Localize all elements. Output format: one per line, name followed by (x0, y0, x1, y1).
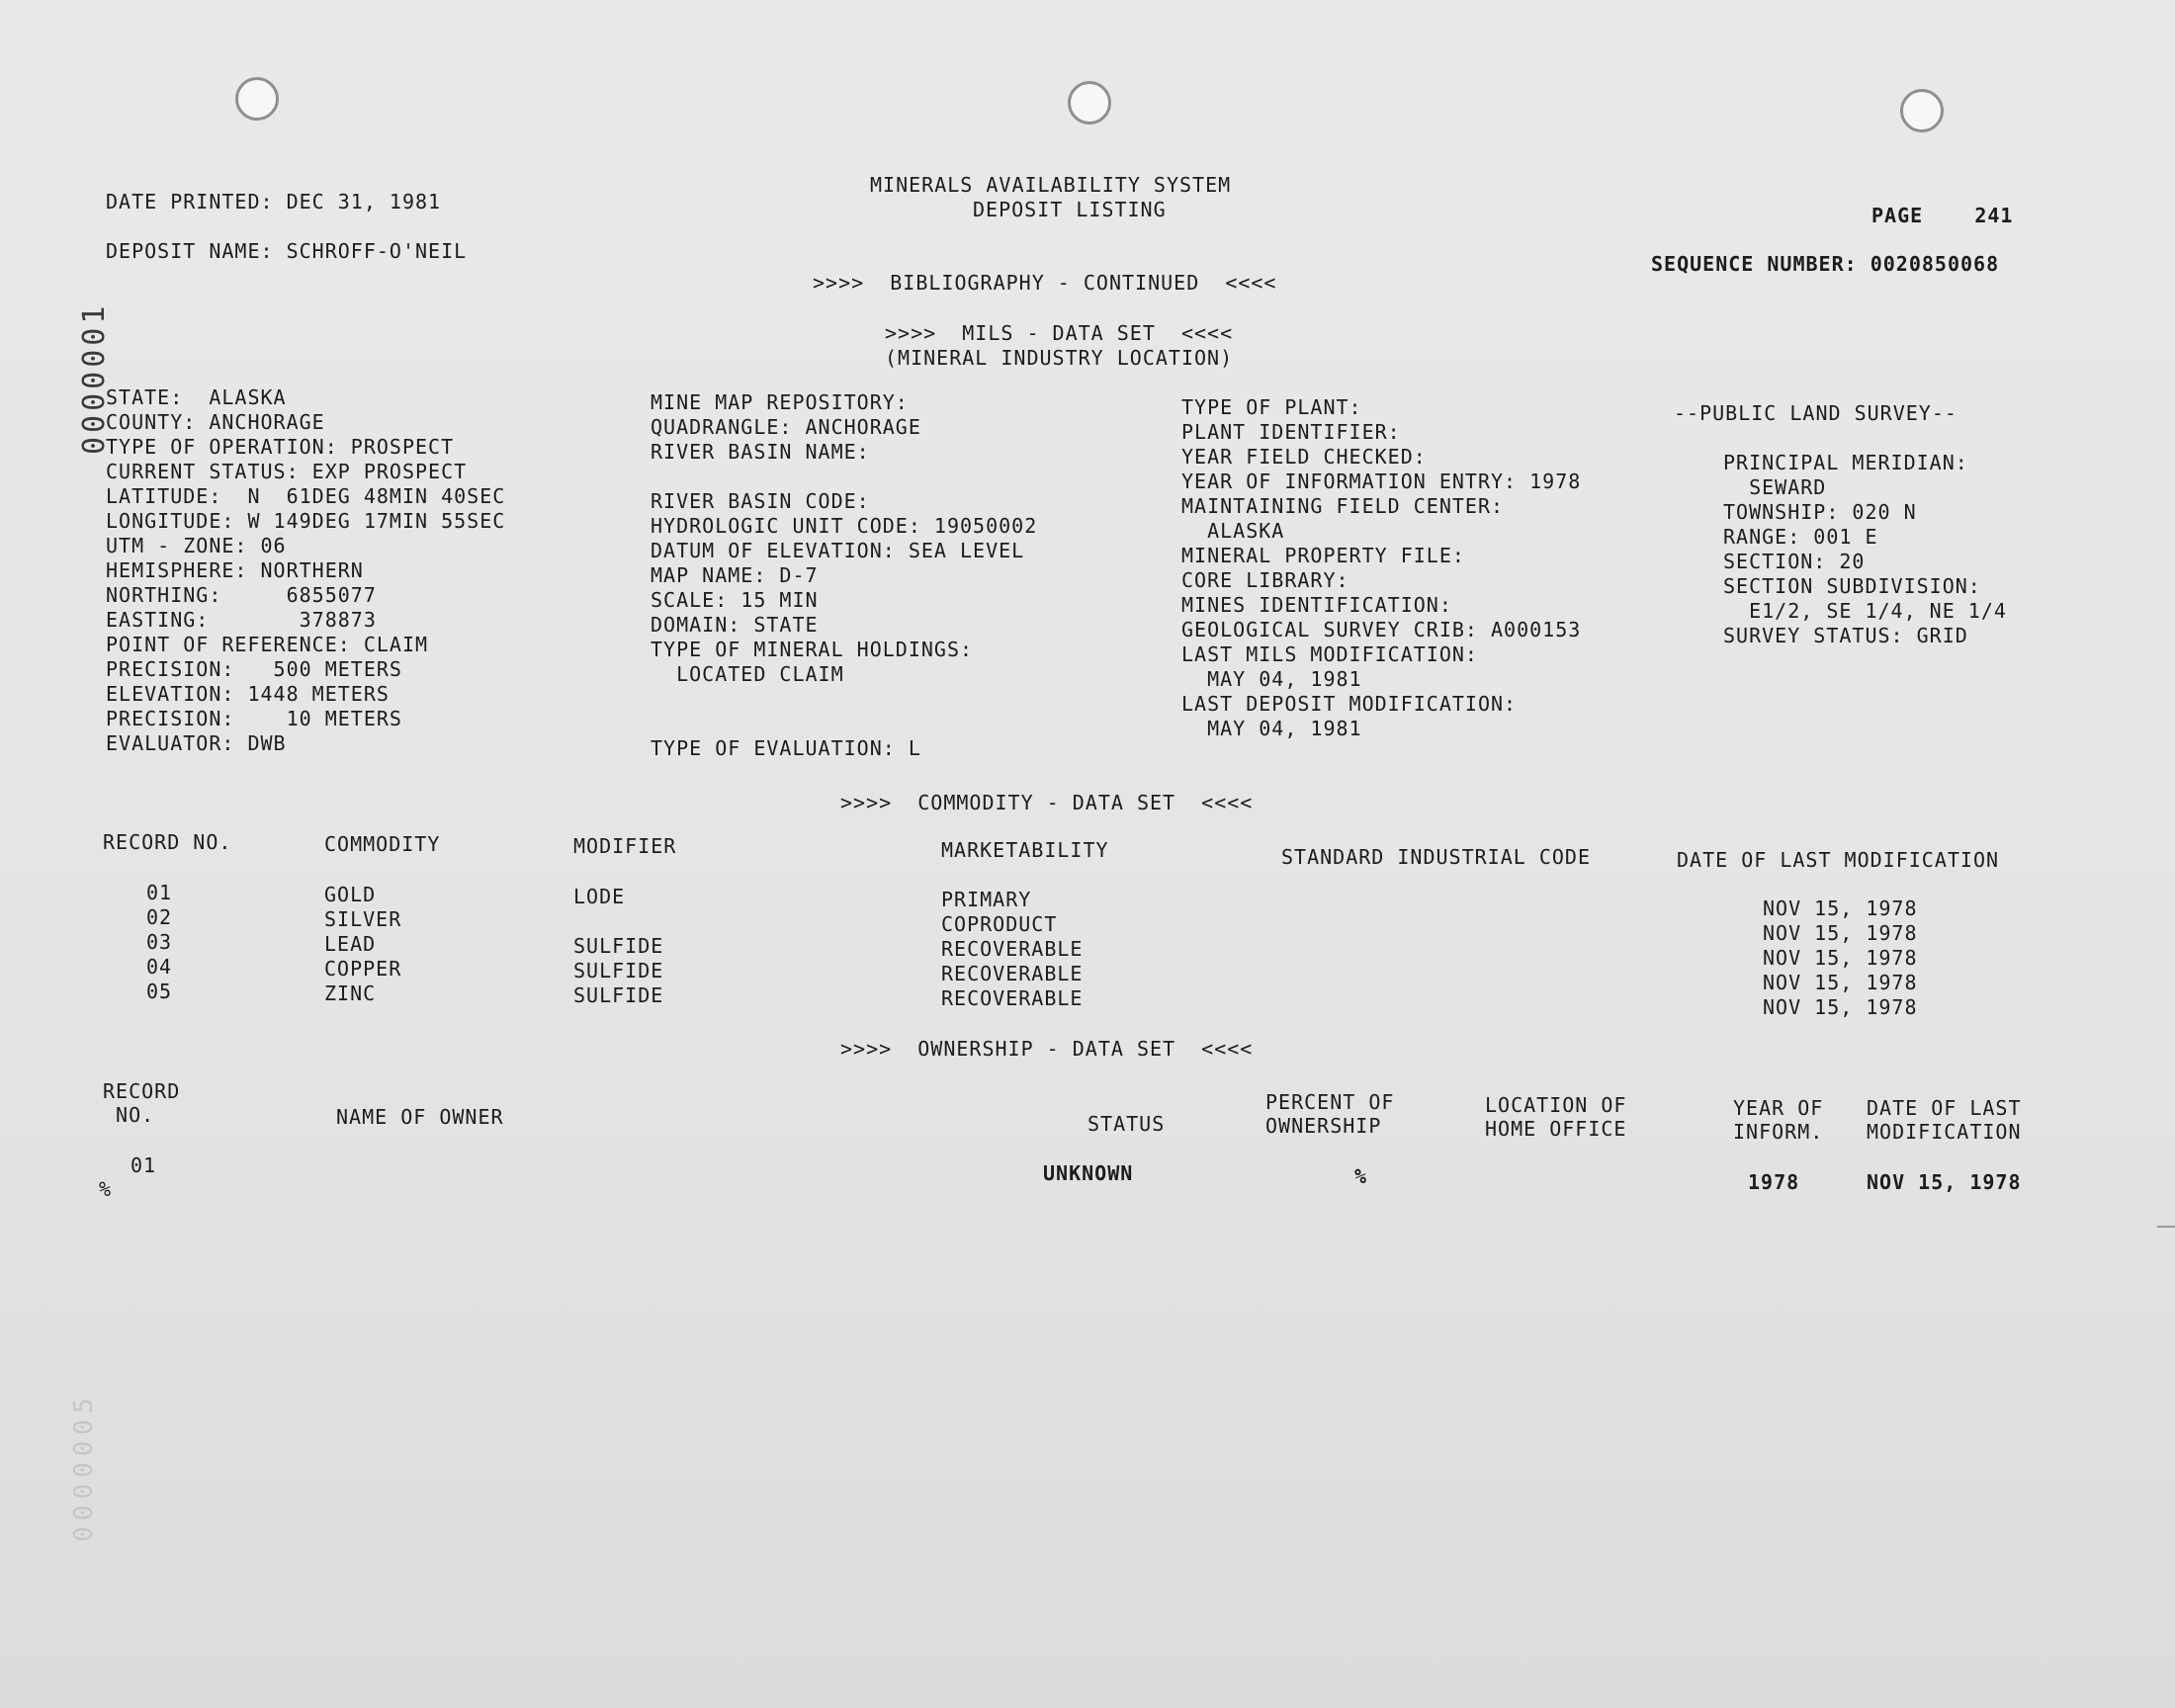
field-survey-status: SURVEY STATUS: GRID (1723, 624, 1968, 647)
commodity-record: 05 (146, 980, 173, 1003)
field-last-mils-modification-date: MAY 04, 1981 (1181, 667, 1362, 691)
commodity-record: 02 (146, 905, 173, 929)
ownership-header-percent-2: OWNERSHIP (1265, 1114, 1382, 1138)
punch-hole-right (1900, 89, 1944, 132)
field-easting: EASTING: 378873 (106, 608, 377, 632)
commodity-header-date: DATE OF LAST MODIFICATION (1677, 848, 2000, 872)
ownership-header-year-2: INFORM. (1733, 1120, 1824, 1144)
system-title: MINERALS AVAILABILITY SYSTEM (870, 173, 1232, 197)
field-state: STATE: ALASKA (106, 385, 287, 409)
commodity-modifier: SULFIDE (573, 934, 664, 958)
field-type-of-plant: TYPE OF PLANT: (1181, 395, 1362, 419)
page-number: PAGE 241 (1871, 204, 2014, 227)
bibliography-heading: >>>> BIBLIOGRAPHY - CONTINUED <<<< (813, 271, 1277, 295)
field-last-deposit-modification-date: MAY 04, 1981 (1181, 717, 1362, 740)
ownership-header-name: NAME OF OWNER (336, 1105, 504, 1129)
commodity-name: SILVER (324, 907, 402, 931)
field-type-of-mineral-holdings: TYPE OF MINERAL HOLDINGS: (651, 638, 974, 661)
field-mine-map-repository: MINE MAP REPOSITORY: (651, 390, 909, 414)
field-precision: PRECISION: 500 METERS (106, 657, 402, 681)
field-latitude: LATITUDE: N 61DEG 48MIN 40SEC (106, 484, 506, 508)
commodity-header-modifier: MODIFIER (573, 834, 677, 858)
field-mines-identification: MINES IDENTIFICATION: (1181, 593, 1452, 617)
mils-subheading: (MINERAL INDUSTRY LOCATION) (885, 346, 1234, 370)
ownership-year: 1978 (1748, 1170, 1800, 1194)
ownership-header-status: STATUS (1088, 1112, 1166, 1136)
ownership-percent-mark: % (99, 1177, 113, 1201)
commodity-name: LEAD (324, 932, 377, 956)
field-domain: DOMAIN: STATE (651, 613, 819, 637)
ownership-heading: >>>> OWNERSHIP - DATA SET <<<< (840, 1037, 1254, 1061)
commodity-name: GOLD (324, 883, 377, 906)
commodity-modifier: LODE (573, 885, 626, 908)
margin-code-light: 0000005 (69, 1392, 99, 1542)
field-meridian-value: SEWARD (1723, 475, 1827, 499)
ownership-header-year: YEAR OF (1733, 1096, 1824, 1120)
field-township: TOWNSHIP: 020 N (1723, 500, 1917, 524)
field-section-subdivision-value: E1/2, SE 1/4, NE 1/4 (1723, 599, 2007, 623)
commodity-marketability: RECOVERABLE (941, 937, 1084, 961)
ownership-header-percent: PERCENT OF (1265, 1090, 1395, 1114)
field-plant-identifier: PLANT IDENTIFIER: (1181, 420, 1401, 444)
listing-title: DEPOSIT LISTING (973, 198, 1167, 221)
field-map-name: MAP NAME: D-7 (651, 563, 819, 587)
commodity-header-sic: STANDARD INDUSTRIAL CODE (1281, 845, 1591, 869)
commodity-marketability: RECOVERABLE (941, 962, 1084, 985)
punch-hole-left (235, 77, 279, 121)
commodity-header-record: RECORD NO. (103, 830, 232, 854)
deposit-name: DEPOSIT NAME: SCHROFF-O'NEIL (106, 239, 468, 263)
field-mineral-property-file: MINERAL PROPERTY FILE: (1181, 544, 1465, 567)
field-quadrangle: QUADRANGLE: ANCHORAGE (651, 415, 921, 439)
commodity-modifier: SULFIDE (573, 983, 664, 1007)
field-scale: SCALE: 15 MIN (651, 588, 819, 612)
commodity-record: 01 (146, 881, 173, 904)
commodity-date: NOV 15, 1978 (1763, 995, 1918, 1019)
date-printed: DATE PRINTED: DEC 31, 1981 (106, 190, 442, 214)
field-point-of-reference: POINT OF REFERENCE: CLAIM (106, 633, 429, 656)
commodity-date: NOV 15, 1978 (1763, 946, 1918, 970)
field-river-basin-code: RIVER BASIN CODE: (651, 489, 870, 513)
commodity-heading: >>>> COMMODITY - DATA SET <<<< (840, 791, 1254, 814)
field-last-mils-modification: LAST MILS MODIFICATION: (1181, 642, 1478, 666)
public-land-survey-title: --PUBLIC LAND SURVEY-- (1674, 401, 1958, 425)
ownership-date: NOV 15, 1978 (1867, 1170, 2022, 1194)
ownership-header-location: LOCATION OF (1485, 1093, 1627, 1117)
field-section: SECTION: 20 (1723, 550, 1866, 573)
ownership-header-date: DATE OF LAST (1867, 1096, 2022, 1120)
field-section-subdivision: SECTION SUBDIVISION: (1723, 574, 1981, 598)
field-principal-meridian: PRINCIPAL MERIDIAN: (1723, 451, 1968, 474)
commodity-marketability: PRIMARY (941, 888, 1032, 911)
ownership-header-date-2: MODIFICATION (1867, 1120, 2022, 1144)
commodity-header-marketability: MARKETABILITY (941, 838, 1109, 862)
field-longitude: LONGITUDE: W 149DEG 17MIN 55SEC (106, 509, 506, 533)
field-northing: NORTHING: 6855077 (106, 583, 377, 607)
field-range: RANGE: 001 E (1723, 525, 1878, 549)
field-river-basin-name: RIVER BASIN NAME: (651, 440, 870, 464)
commodity-date: NOV 15, 1978 (1763, 897, 1918, 920)
field-type-of-evaluation: TYPE OF EVALUATION: L (651, 736, 921, 760)
ownership-header-record-no: NO. (103, 1103, 155, 1127)
field-hemisphere: HEMISPHERE: NORTHERN (106, 558, 364, 582)
field-hydrologic-unit-code: HYDROLOGIC UNIT CODE: 19050002 (651, 514, 1038, 538)
field-elevation: ELEVATION: 1448 METERS (106, 682, 390, 706)
commodity-marketability: RECOVERABLE (941, 986, 1084, 1010)
ownership-header-record: RECORD (103, 1079, 181, 1103)
field-mineral-holdings-value: LOCATED CLAIM (651, 662, 844, 686)
commodity-date: NOV 15, 1978 (1763, 921, 1918, 945)
commodity-header-commodity: COMMODITY (324, 832, 441, 856)
field-county: COUNTY: ANCHORAGE (106, 410, 325, 434)
punch-hole-center (1068, 81, 1111, 125)
margin-code-dark: 0000001 (77, 301, 112, 455)
field-year-of-information-entry: YEAR OF INFORMATION ENTRY: 1978 (1181, 470, 1582, 493)
ownership-header-location-2: HOME OFFICE (1485, 1117, 1627, 1141)
field-year-field-checked: YEAR FIELD CHECKED: (1181, 445, 1427, 469)
field-elevation-precision: PRECISION: 10 METERS (106, 707, 402, 730)
field-maintaining-field-center: MAINTAINING FIELD CENTER: (1181, 494, 1505, 518)
commodity-record: 03 (146, 930, 173, 954)
ownership-status: UNKNOWN (1043, 1161, 1134, 1185)
field-datum-of-elevation: DATUM OF ELEVATION: SEA LEVEL (651, 539, 1025, 562)
field-type-of-operation: TYPE OF OPERATION: PROSPECT (106, 435, 455, 459)
sequence-number: SEQUENCE NUMBER: 0020850068 (1651, 252, 2000, 276)
field-evaluator: EVALUATOR: DWB (106, 731, 287, 755)
commodity-name: ZINC (324, 982, 377, 1005)
mils-heading: >>>> MILS - DATA SET <<<< (885, 321, 1234, 345)
field-core-library: CORE LIBRARY: (1181, 568, 1349, 592)
commodity-marketability: COPRODUCT (941, 912, 1058, 936)
commodity-name: COPPER (324, 957, 402, 981)
ownership-percent: % (1354, 1164, 1368, 1188)
field-utm-zone: UTM - ZONE: 06 (106, 534, 287, 557)
commodity-modifier: SULFIDE (573, 959, 664, 982)
ownership-record: 01 (130, 1153, 157, 1177)
field-geological-survey-crib: GEOLOGICAL SURVEY CRIB: A000153 (1181, 618, 1582, 641)
commodity-record: 04 (146, 955, 173, 979)
page-edge-mark (2157, 1226, 2175, 1228)
field-last-deposit-modification: LAST DEPOSIT MODIFICATION: (1181, 692, 1518, 716)
field-current-status: CURRENT STATUS: EXP PROSPECT (106, 460, 468, 483)
commodity-date: NOV 15, 1978 (1763, 971, 1918, 994)
field-field-center-value: ALASKA (1181, 519, 1285, 543)
